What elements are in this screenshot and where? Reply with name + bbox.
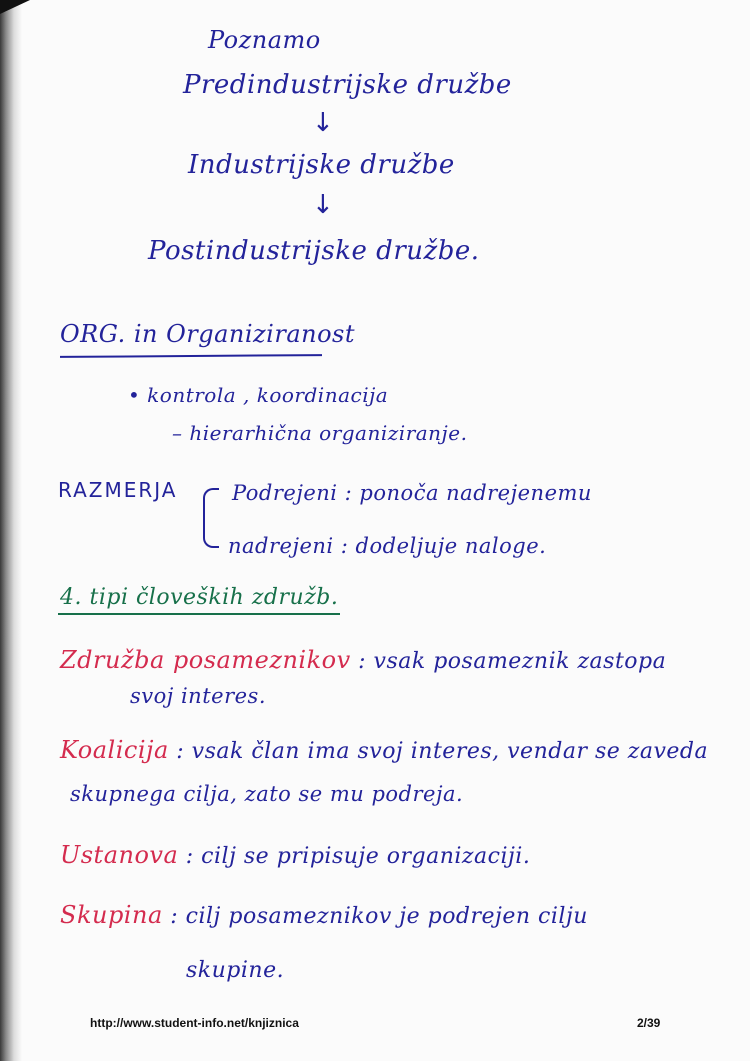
types-heading-underline bbox=[58, 613, 340, 615]
razmerja-superior: nadrejeni : dodeljuje naloge. bbox=[228, 534, 547, 558]
stage-postindustrial: Postindustrijske družbe. bbox=[148, 236, 480, 266]
scan-corner-mark bbox=[0, 0, 30, 14]
footer-page-number: 2/39 bbox=[637, 1016, 661, 1030]
org-heading: ORG. in Organiziranost bbox=[60, 320, 356, 348]
type-definition: : vsak član ima svoj interes, vendar se zaveda bbox=[176, 739, 709, 764]
type-term: Ustanova bbox=[60, 841, 179, 869]
razmerja-subordinate: Podrejeni : ponoča nadrejenemu bbox=[232, 481, 592, 505]
footer-url: http://www.student-info.net/knjiznica bbox=[90, 1016, 299, 1030]
type-group-line2: skupine. bbox=[186, 958, 285, 983]
type-definition: : cilj posameznikov je podrejen cilju bbox=[170, 904, 588, 929]
org-bullet-control: • kontrola , koordinacija bbox=[128, 383, 389, 407]
type-term: Skupina bbox=[60, 901, 163, 929]
type-association-line2: svoj interes. bbox=[130, 684, 266, 708]
stage-industrial: Industrijske družbe bbox=[188, 150, 455, 180]
type-group-line1 bbox=[60, 903, 588, 928]
down-arrow-icon: ↓ bbox=[312, 108, 335, 138]
type-coalition-line2: skupnega cilja, zato se mu podreja. bbox=[70, 782, 464, 806]
type-coalition-line1 bbox=[60, 738, 708, 763]
down-arrow-icon: ↓ bbox=[312, 190, 335, 220]
org-heading-underline bbox=[60, 354, 322, 358]
page-binding-edge bbox=[0, 0, 22, 1061]
type-definition: : vsak posameznik zastopa bbox=[358, 649, 667, 674]
notes-title: Poznamo bbox=[208, 26, 321, 54]
type-institution-line1 bbox=[60, 843, 530, 868]
stage-preindustrial: Predindustrijske družbe bbox=[183, 70, 512, 100]
type-association-line1 bbox=[60, 648, 666, 673]
razmerja-label: RAZMERJA bbox=[58, 478, 178, 502]
org-bullet-hierarchy: – hierarhična organiziranje. bbox=[172, 421, 468, 445]
razmerja-bracket bbox=[203, 488, 219, 548]
type-definition: : cilj se pripisuje organizaciji. bbox=[185, 844, 531, 869]
type-term: Združba posameznikov bbox=[60, 646, 351, 674]
types-heading: 4. tipi človeških združb. bbox=[60, 585, 339, 610]
type-term: Koalicija bbox=[60, 736, 169, 764]
